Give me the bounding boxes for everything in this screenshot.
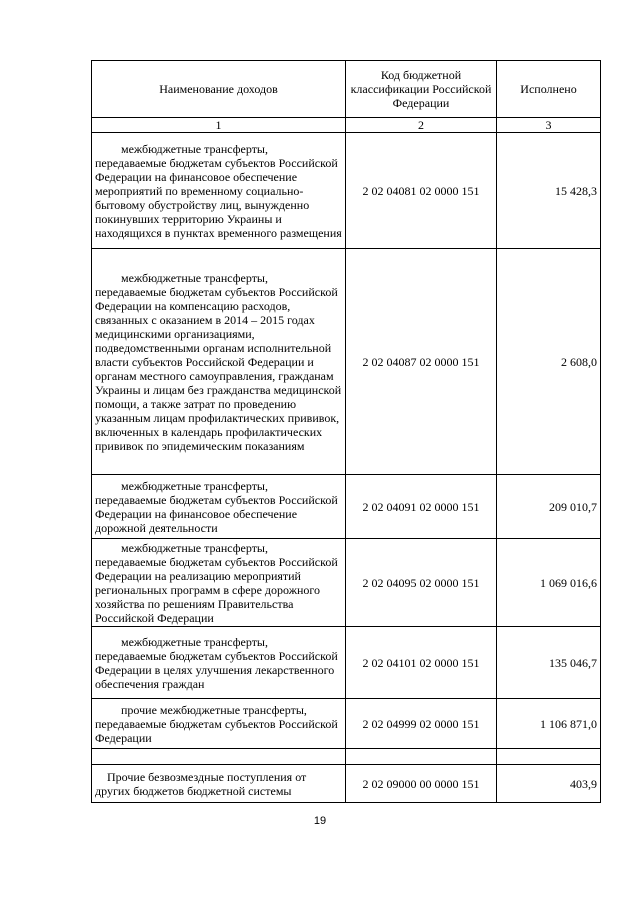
row-value: 135 046,7	[497, 627, 601, 699]
empty-cell	[92, 749, 346, 765]
row-code: 2 02 04101 02 0000 151	[346, 627, 497, 699]
header-code: Код бюджетной классификации Российской Федерации	[346, 61, 497, 118]
row-code: 2 02 04095 02 0000 151	[346, 539, 497, 627]
row-name: межбюджетные трансферты, передаваемые бюджетам субъектов Российской Федерации на реализацию мероприятий региональных программ в сфере дорожного хозяйства по решениям Правительства Российской Федерации	[92, 539, 346, 627]
table-row	[92, 249, 601, 475]
table-row	[92, 765, 601, 803]
row-value: 403,9	[497, 765, 601, 803]
table-row	[92, 133, 601, 249]
row-value: 209 010,7	[497, 475, 601, 539]
revenue-table	[91, 60, 601, 803]
row-name: межбюджетные трансферты, передаваемые бюджетам субъектов Российской Федерации на финансовое обеспечение дорожной деятельности	[92, 475, 346, 539]
column-number-1: 1	[92, 118, 346, 133]
empty-row	[92, 749, 601, 765]
empty-cell	[346, 749, 497, 765]
row-name: межбюджетные трансферты, передаваемые бюджетам субъектов Российской Федерации на финансовое обеспечение мероприятий по временному социально-бытовому обустройству лиц, вынужденно покинувших территорию Украины и находящихся в пунктах временного размещения	[92, 133, 346, 249]
column-number-row	[92, 118, 601, 133]
header-executed: Исполнено	[497, 61, 601, 118]
table-row	[92, 627, 601, 699]
table-header-row	[92, 61, 601, 118]
table-row	[92, 539, 601, 627]
row-value: 15 428,3	[497, 133, 601, 249]
row-name: прочие межбюджетные трансферты, передаваемые бюджетам субъектов Российской Федерации	[92, 699, 346, 749]
table-row	[92, 475, 601, 539]
row-code: 2 02 04999 02 0000 151	[346, 699, 497, 749]
row-value: 1 106 871,0	[497, 699, 601, 749]
row-code: 2 02 04087 02 0000 151	[346, 249, 497, 475]
row-name: межбюджетные трансферты, передаваемые бюджетам субъектов Российской Федерации на компенсацию расходов, связанных с оказанием в 2014 – 2015 годах медицинскими организациями, подведомственными органам исполнительной власти субъектов Российской Федерации и органам местного самоуправления, гражданам Украины и лицам без гражданства медицинской помощи, а также затрат по проведению указанным лицам профилактических прививок, включенных в календарь профилактических прививок по эпидемическим показаниям	[92, 249, 346, 475]
row-value: 1 069 016,6	[497, 539, 601, 627]
row-name: межбюджетные трансферты, передаваемые бюджетам субъектов Российской Федерации в целях улучшения лекарственного обеспечения граждан	[92, 627, 346, 699]
header-name: Наименование доходов	[92, 61, 346, 118]
empty-cell	[497, 749, 601, 765]
row-code: 2 02 04091 02 0000 151	[346, 475, 497, 539]
column-number-2: 2	[346, 118, 497, 133]
page-number: 19	[313, 815, 327, 827]
column-number-3: 3	[497, 118, 601, 133]
row-name: Прочие безвозмездные поступления от других бюджетов бюджетной системы	[92, 765, 346, 803]
row-value: 2 608,0	[497, 249, 601, 475]
row-code: 2 02 09000 00 0000 151	[346, 765, 497, 803]
row-code: 2 02 04081 02 0000 151	[346, 133, 497, 249]
table-row	[92, 699, 601, 749]
